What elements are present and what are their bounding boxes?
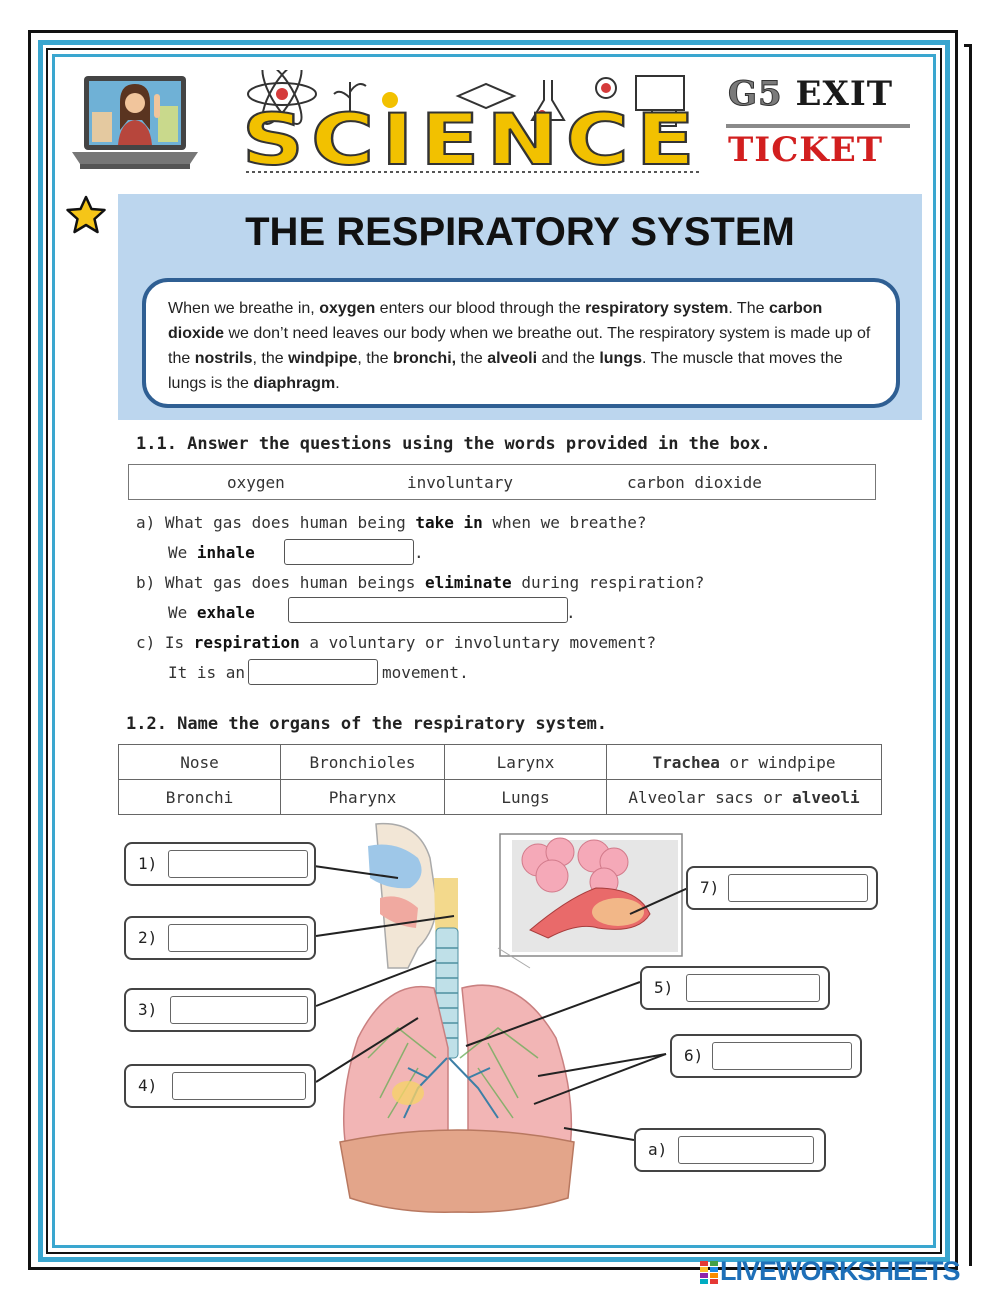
bold-text: windpipe (288, 350, 358, 367)
text-run: Alveolar sacs or (628, 787, 793, 807)
question-c-end: movement. (382, 663, 469, 682)
grade-label: G5 (728, 74, 783, 114)
bold-text: oxygen (319, 300, 376, 317)
text-run: enters our blood through the (375, 300, 586, 317)
word-bank (128, 464, 876, 500)
text-run: . (335, 375, 340, 392)
text-run: We (168, 603, 197, 622)
teacher-laptop-illustration (70, 72, 200, 172)
label-a-input[interactable] (678, 1136, 814, 1164)
table-row (119, 745, 882, 780)
bold-text: respiration (193, 633, 300, 652)
bold-text: diaphragm (253, 375, 336, 392)
question-a-end: . (414, 543, 424, 562)
table-cell (607, 780, 882, 815)
table-cell (119, 780, 281, 815)
bold-text: exhale (196, 603, 255, 622)
label-7-input[interactable] (728, 874, 868, 902)
bold-text: nostrils (194, 350, 253, 367)
question-c-text (136, 633, 656, 652)
word-bank-item: oxygen (227, 473, 285, 492)
star-icon (64, 194, 108, 236)
page-frame-shadow (964, 44, 972, 1266)
text-run: . The (728, 300, 769, 317)
label-number: 2) (138, 928, 158, 947)
question-a-prompt (168, 543, 255, 562)
table-cell (119, 745, 281, 780)
liveworksheets-icon (700, 1261, 718, 1285)
label-box-a (634, 1128, 826, 1172)
text-run: c) Is (136, 633, 194, 652)
text-run: Larynx (496, 752, 555, 772)
brand-text: LIVEWORKSHEETS (720, 1256, 960, 1286)
label-number: 5) (654, 978, 674, 997)
word-bank-item: involuntary (407, 473, 513, 492)
label-3-input[interactable] (170, 996, 308, 1024)
intro-panel (118, 194, 922, 420)
table-row (119, 780, 882, 815)
label-box-3 (124, 988, 316, 1032)
text-run: It is an (168, 663, 246, 682)
label-box-6 (670, 1034, 862, 1078)
bold-text: inhale (196, 543, 255, 562)
text-run: when we breathe? (482, 513, 647, 532)
label-2-input[interactable] (168, 924, 308, 952)
organ-word-table (118, 744, 882, 815)
bold-text: respiratory system (585, 300, 729, 317)
label-number: a) (648, 1140, 668, 1159)
text-run: during respiration? (511, 573, 705, 592)
bold-text: carbon dioxide (168, 300, 823, 342)
label-1-input[interactable] (168, 850, 308, 878)
bold-text: eliminate (424, 573, 512, 592)
text-run: the (456, 350, 488, 367)
table-cell (607, 745, 882, 780)
question-c-prompt (168, 663, 245, 682)
label-box-1 (124, 842, 316, 886)
bold-text: take in (415, 513, 483, 532)
ticket-label: TICKET (728, 130, 884, 170)
text-run: We (168, 543, 197, 562)
question-a-text (136, 513, 647, 532)
bold-text: bronchi, (392, 350, 457, 367)
label-box-7 (686, 866, 878, 910)
question-b-prompt (168, 603, 255, 622)
text-run: , the (357, 350, 393, 367)
liveworksheets-logo (700, 1256, 960, 1287)
banner-word: SCIENCE (242, 99, 702, 178)
text-run: Bronchi (165, 787, 234, 807)
answer-a-input[interactable] (284, 539, 414, 565)
text-run: Nose (180, 752, 219, 772)
label-5-input[interactable] (686, 974, 820, 1002)
bold-text: Trachea (652, 752, 720, 772)
text-run: Lungs (501, 787, 550, 807)
question-b-text (136, 573, 704, 592)
question-b-end: . (566, 603, 576, 622)
exit-label: EXIT (795, 74, 894, 114)
text-run: a voluntary or involuntary movement? (299, 633, 657, 652)
text-run: , the (252, 350, 289, 367)
label-number: 7) (700, 878, 720, 897)
answer-c-input[interactable] (248, 659, 378, 685)
text-run: a) What gas does human being (136, 513, 416, 532)
text-run: Pharynx (328, 787, 397, 807)
text-run: b) What gas does human beings (136, 573, 425, 592)
table-cell (281, 745, 445, 780)
table-cell (445, 780, 607, 815)
label-number: 4) (138, 1076, 158, 1095)
text-run: we don’t need leaves our body when we breathe out. The respiratory system is made up of the (168, 325, 871, 367)
text-run: and the (537, 350, 600, 367)
bold-text: alveoli (487, 350, 538, 367)
label-number: 6) (684, 1046, 704, 1065)
table-cell (281, 780, 445, 815)
answer-b-input[interactable] (288, 597, 568, 623)
text-run: Bronchioles (309, 752, 416, 772)
label-4-input[interactable] (172, 1072, 306, 1100)
label-number: 1) (138, 854, 158, 873)
science-banner-illustration (232, 70, 722, 178)
table-cell (445, 745, 607, 780)
bold-text: lungs (599, 350, 642, 367)
label-box-5 (640, 966, 830, 1010)
section-1-2-title: 1.2. Name the organs of the respiratory system. (126, 714, 608, 734)
section-1-1-title: 1.1. Answer the questions using the words provided in the box. (136, 434, 771, 454)
word-bank-item: carbon dioxide (627, 473, 762, 492)
exit-ticket-title (728, 74, 893, 114)
title-divider (726, 124, 910, 128)
label-number: 3) (138, 1000, 158, 1019)
text-run: When we breathe in, (168, 300, 320, 317)
intro-paragraph (142, 278, 900, 408)
bold-text: alveoli (792, 787, 860, 807)
text-run: or windpipe (719, 752, 836, 772)
label-box-2 (124, 916, 316, 960)
page-title: THE RESPIRATORY SYSTEM (245, 210, 795, 254)
text-run: . The muscle that moves the lungs is the (168, 350, 843, 392)
label-box-4 (124, 1064, 316, 1108)
label-6-input[interactable] (712, 1042, 852, 1070)
